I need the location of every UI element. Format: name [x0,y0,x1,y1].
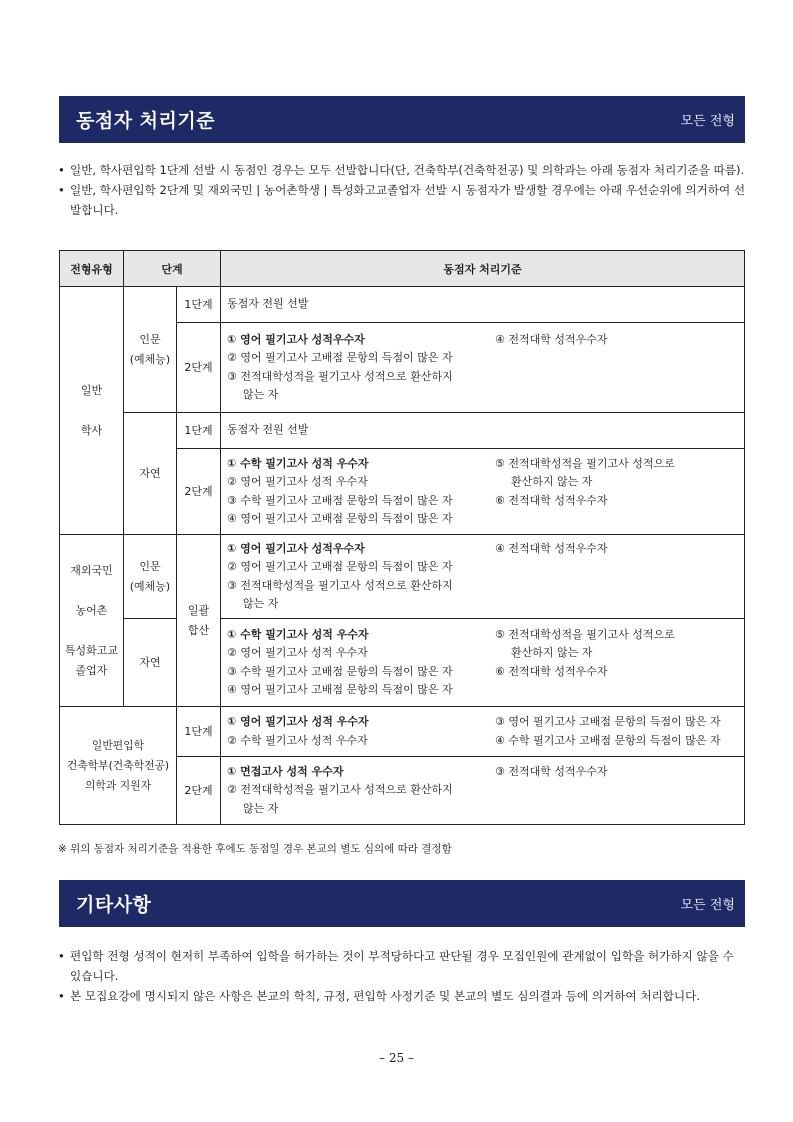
bullet-list-misc [58,946,748,1006]
section-header-tiebreak [59,96,745,143]
criteria-arch-2: ① 면접고사 성적 우수자 ② 전적대학성적을 필기고사 성적으로 환산하지 않는 자 ③ 전적대학 성적우수자 [221,757,745,825]
header-criteria: 동점자 처리기준 [221,251,745,287]
stage-1: 1단계 [177,413,221,449]
type-special: 재외국민 농어촌 특성화고교 졸업자 [60,535,124,707]
bullet-list-tiebreak [58,160,748,220]
header-type: 전형유형 [60,251,124,287]
criteria-arch-1: ① 영어 필기고사 성적 우수자 ② 수학 필기고사 성적 우수자 ③ 영어 필기고사 고배점 문항의 득점이 많은 자 ④ 수학 필기고사 고배점 문항의 득점이 많은 자 [221,707,745,757]
criteria-science-2: ① 수학 필기고사 성적 우수자 ② 영어 필기고사 성적 우수자 ③ 수학 필기고사 고배점 문항의 득점이 많은 자 ④ 영어 필기고사 고배점 문항의 득점이 많은 자 ⑤ 전적대학성적을 필기고사 성적으로 환산하지 않는 자 ⑥ 전적대학 성적우수자 [221,449,745,535]
criteria-special-science: ① 수학 필기고사 성적 우수자 ② 영어 필기고사 성적 우수자 ③ 수학 필기고사 고배점 문항의 득점이 많은 자 ④ 영어 필기고사 고배점 문항의 득점이 많은 자 ⑤ 전적대학성적을 필기고사 성적으로 환산하지 않는 자 ⑥ 전적대학 성적우수자 [221,619,745,707]
page-number: – 25 – [379,1051,414,1065]
section-title: 기타사항 [76,894,152,916]
criteria-special-humanities: ① 영어 필기고사 성적우수자 ② 영어 필기고사 고배점 문항의 득점이 많은 자 ③ 전적대학성적을 필기고사 성적으로 환산하지 않는 자 ④ 전적대학 성적우수자 [221,535,745,619]
bullet-item: • 일반, 학사편입학 1단계 선발 시 동점인 경우는 모두 선발합니다(단, 건축학부(건축학전공) 및 의학과는 아래 동점자 처리기준을 따름). [58,160,748,180]
section-header-misc [59,880,745,927]
bullet-item: • 본 모집요강에 명시되지 않은 사항은 본교의 학칙, 규정, 편입학 사정기준 및 본교의 별도 심의결과 등에 의거하여 처리합니다. [58,986,748,1006]
section-tag: 모든 전형 [680,898,735,913]
section-tag: 모든 전형 [680,114,735,129]
type-architecture-medicine: 일반편입학 건축학부(건축학전공) 의학과 지원자 [60,707,177,825]
bullet-item: • 편입학 전형 성적이 현저히 부족하여 입학을 허가하는 것이 부적당하다고 판단될 경우 모집인원에 관계없이 입학을 허가하지 않을 수 있습니다. [58,946,748,986]
criteria-humanities-2: ① 영어 필기고사 성적우수자 ② 영어 필기고사 고배점 문항의 득점이 많은 자 ③ 전적대학성적을 필기고사 성적으로 환산하지 않는 자 ④ 전적대학 성적우수자 [221,323,745,413]
stage-1: 1단계 [177,287,221,323]
stage-1: 1단계 [177,707,221,757]
track-science: 자연 [124,413,177,535]
footnote: ※ 위의 동점자 처리기준을 적용한 후에도 동점일 경우 본교의 별도 심의에 따라 결정함 [58,843,452,855]
section-title: 동점자 처리기준 [76,110,216,132]
track-humanities: 인문 (예체능) [124,535,177,619]
track-humanities: 인문 (예체능) [124,287,177,413]
criteria-all-select: 동점자 전원 선발 [221,287,745,323]
track-science: 자연 [124,619,177,707]
header-stage: 단계 [124,251,221,287]
stage-lump: 일괄 합산 [177,535,221,707]
criteria-all-select: 동점자 전원 선발 [221,413,745,449]
stage-2: 2단계 [177,757,221,825]
tiebreak-table [59,250,745,825]
stage-2: 2단계 [177,449,221,535]
bullet-item: • 일반, 학사편입학 2단계 및 재외국민 | 농어촌학생 | 특성화고교졸업자 선발 시 동점자가 발생할 경우에는 아래 우선순위에 의거하여 선발합니다. [58,180,748,220]
stage-2: 2단계 [177,323,221,413]
type-general: 일반 학사 [60,287,124,535]
